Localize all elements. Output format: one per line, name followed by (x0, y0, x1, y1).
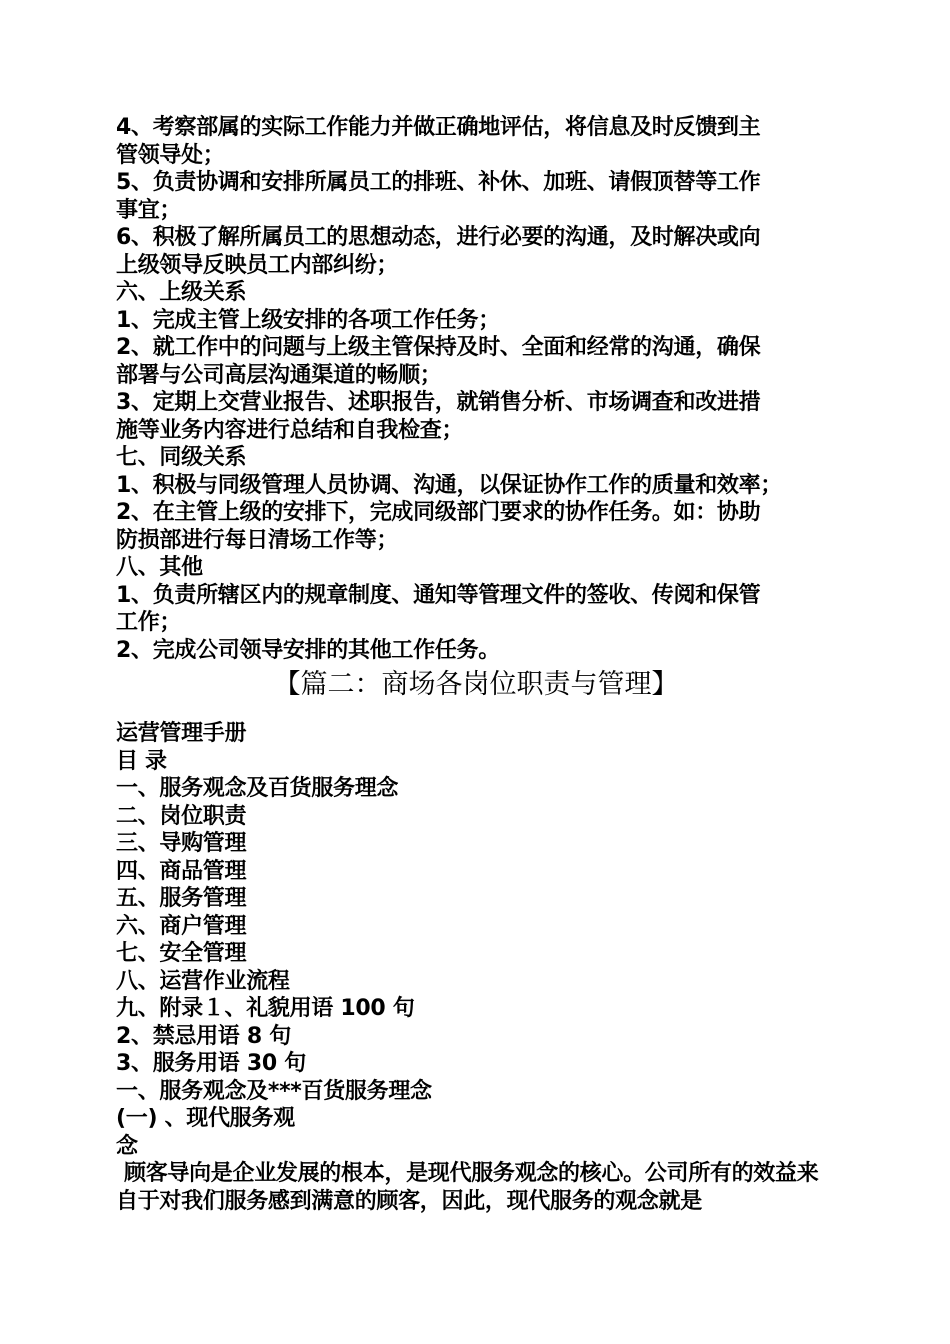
text-line: 5、负责协调和安排所属员工的排班、补休、加班、请假顶替等工作 (116, 170, 761, 195)
toc-item: 3、服务用语 30 句 (116, 1051, 306, 1076)
text-line: 2、在主管上级的安排下，完成同级部门要求的协作任务。如：协助 (116, 500, 761, 525)
table-of-contents (116, 720, 836, 1160)
text-line: 6、积极了解所属员工的思想动态，进行必要的沟通，及时解决或向 (116, 225, 761, 250)
subsection-heading: (一) 、现代服务观 (116, 1106, 295, 1131)
manual-title: 运营管理手册 (116, 721, 247, 746)
section-heading: 六、上级关系 (116, 280, 247, 305)
toc-item: 七、安全管理 (116, 941, 247, 966)
text-line: 3、定期上交营业报告、述职报告，就销售分析、市场调查和改进措 (116, 390, 761, 415)
toc-heading: 目 录 (116, 748, 167, 774)
text-line: 1、完成主管上级安排的各项工作任务； (116, 307, 500, 333)
section-heading: 七、同级关系 (116, 445, 247, 470)
toc-item: 六、商户管理 (116, 913, 247, 939)
text-line: 1、积极与同级管理人员协调、沟通，以保证协作工作的质量和效率； (116, 472, 783, 498)
text-line: 1、负责所辖区内的规章制度、通知等管理文件的签收、传阅和保管 (116, 582, 761, 608)
text-line: 4、考察部属的实际工作能力并做正确地评估，将信息及时反馈到主 (116, 115, 761, 140)
text-line: 管领导处； (116, 142, 225, 168)
toc-item: 2、禁忌用语 8 句 (116, 1023, 291, 1049)
toc-item: 五、服务管理 (116, 886, 247, 911)
document-content (116, 114, 836, 1215)
section-heading: 八、其他 (116, 555, 203, 580)
text-line: 2、完成公司领导安排的其他工作任务。 (116, 637, 500, 663)
section-duties-continued (116, 114, 836, 664)
body-paragraph: 顾客导向是企业发展的根本，是现代服务观念的核心。公司所有的效益来自于对我们服务感到满意的顾客，因此，现代服务的观念就是 (116, 1161, 819, 1214)
toc-item: 二、岗位职责 (116, 803, 247, 829)
chapter-title: 【篇二：商场各岗位职责与管理】 (273, 669, 679, 700)
section-heading: 一、服务观念及***百货服务理念 (116, 1078, 432, 1104)
text-line: 2、就工作中的问题与上级主管保持及时、全面和经常的沟通，确保 (116, 335, 761, 360)
toc-item: 四、商品管理 (116, 858, 247, 884)
toc-item: 三、导购管理 (116, 831, 247, 856)
toc-item: 九、附录１、礼貌用语 100 句 (116, 996, 415, 1021)
toc-item: 八、运营作业流程 (116, 968, 290, 994)
text-line: 事宜； (116, 197, 182, 223)
subsection-heading: 念 (116, 1133, 138, 1159)
text-line: 上级领导反映员工内部纠纷； (116, 252, 399, 278)
text-line: 部署与公司高层沟通渠道的畅顺； (116, 362, 442, 388)
text-line: 防损部进行每日清场工作等； (116, 527, 399, 553)
text-line: 工作； (116, 610, 182, 635)
toc-item: 一、服务观念及百货服务理念 (116, 776, 399, 801)
text-line: 施等业务内容进行总结和自我检查； (116, 417, 464, 443)
